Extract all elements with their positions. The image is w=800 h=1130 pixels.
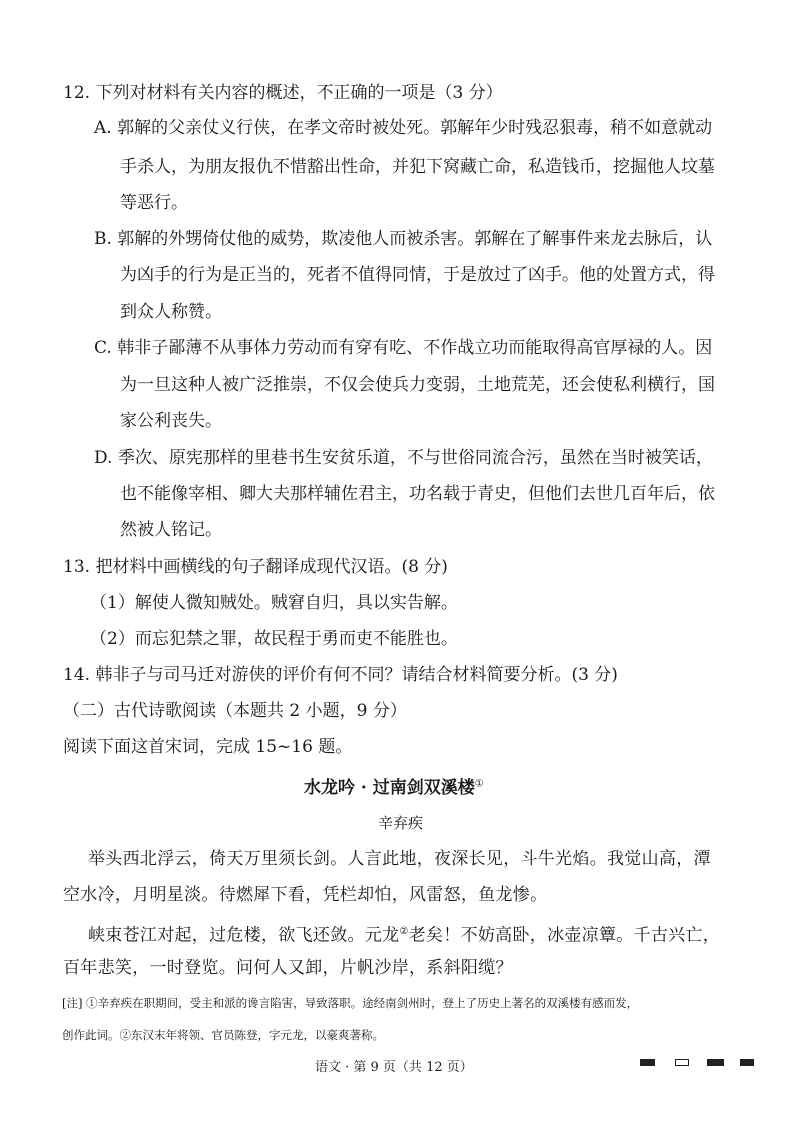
q12-option-a-line3: 等恶行。 — [120, 193, 188, 213]
poem-note-mark-2: ② — [399, 926, 409, 937]
poem-note-line2: 创作此词。②东汉末年将领、官员陈登，字元龙，以豪爽著称。 — [62, 1028, 384, 1042]
alignment-mark-3 — [707, 1059, 724, 1066]
q12-option-d-line1: D. 季次、原宪那样的里巷书生安贫乐道，不与世俗同流合污，虽然在当时被笑话， — [94, 448, 713, 468]
q12-option-d-line3: 然被人铭记。 — [120, 520, 222, 540]
page-footer: 语文 · 第 9 页（共 12 页） — [315, 1060, 473, 1075]
poem-stanza2-line1 — [88, 921, 720, 947]
poem-stanza1-line1: 举头西北浮云，倚天万里须长剑。人言此地，夜深长见，斗牛光焰。我觉山高，潭 — [88, 849, 711, 869]
q12-option-b-line3: 到众人称赞。 — [120, 302, 222, 322]
q12-option-a-line1: A. 郭解的父亲仗义行侠，在孝文帝时被处死。郭解年少时残忍狠毒，稍不如意就动 — [94, 118, 713, 138]
alignment-mark-4 — [740, 1059, 754, 1066]
poem-note-line1: [注] ①辛弃疾在职期间，受主和派的谗言陷害，导致落职。途经南剑州时，登上了历史上著名的双溪楼有感而发， — [62, 996, 639, 1010]
poem-author: 辛弃疾 — [378, 814, 424, 832]
q13-item-2: （2）而忘犯禁之罪，故民程于勇而吏不能胜也。 — [90, 629, 458, 649]
poem-stanza2-line1-a: 峡束苍江对起，过危楼，欲飞还敛。元龙 — [88, 925, 400, 946]
poem-title — [304, 773, 484, 798]
q12-stem: 12. 下列对材料有关内容的概述，不正确的一项是（3 分） — [63, 83, 503, 103]
poem-stanza1-line2: 空水冷，月明星淡。待燃犀下看，凭栏却怕，风雷怒，鱼龙惨。 — [63, 885, 548, 905]
section-heading: （二）古代诗歌阅读（本题共 2 小题，9 分） — [63, 701, 407, 721]
q12-option-d-line2: 也不能像宰相、卿大夫那样辅佐君主，功名载于青史，但他们去世几百年后，依 — [120, 484, 715, 504]
q12-option-a-line2: 手杀人，为朋友报仇不惜豁出性命，并犯下窝藏亡命，私造钱币，挖掘他人坟墓 — [120, 157, 715, 177]
alignment-mark-2 — [675, 1059, 689, 1066]
q12-option-b-line2: 为凶手的行为是正当的，死者不值得同情，于是放过了凶手。他的处置方式，得 — [120, 265, 715, 285]
q12-option-c-line2: 为一旦这种人被广泛推崇，不仅会使兵力变弱，土地荒芜，还会使私利横行，国 — [120, 375, 715, 395]
q12-option-b-line1: B. 郭解的外甥倚仗他的威势，欺凌他人而被杀害。郭解在了解事件来龙去脉后，认 — [94, 229, 713, 249]
q13-stem: 13. 把材料中画横线的句子翻译成现代汉语。(8 分) — [63, 557, 448, 577]
q12-option-c-line3: 家公利丧失。 — [120, 411, 222, 431]
alignment-marks — [640, 1057, 780, 1071]
poem-stanza2-line2: 百年悲笑，一时登览。问何人又卸，片帆沙岸，系斜阳缆？ — [63, 958, 513, 978]
q12-option-c-line1: C. 韩非子鄙薄不从事体力劳动而有穿有吃、不作战立功而能取得高官厚禄的人。因 — [94, 338, 713, 358]
poem-title-note-mark: ① — [474, 778, 484, 790]
q13-item-1: （1）解使人微知贼处。贼窘自归，具以实告解。 — [90, 593, 458, 613]
poem-stanza2-line1-b: 老矣！不妨高卧，冰壶凉簟。千古兴亡， — [408, 925, 721, 946]
q14-stem: 14. 韩非子与司马迁对游侠的评价有何不同？请结合材料简要分析。(3 分) — [63, 665, 618, 685]
poem-title-text: 水龙吟 · 过南剑双溪楼 — [304, 778, 475, 798]
section-instruction: 阅读下面这首宋词，完成 15~16 题。 — [63, 737, 353, 757]
alignment-mark-1 — [640, 1059, 655, 1066]
